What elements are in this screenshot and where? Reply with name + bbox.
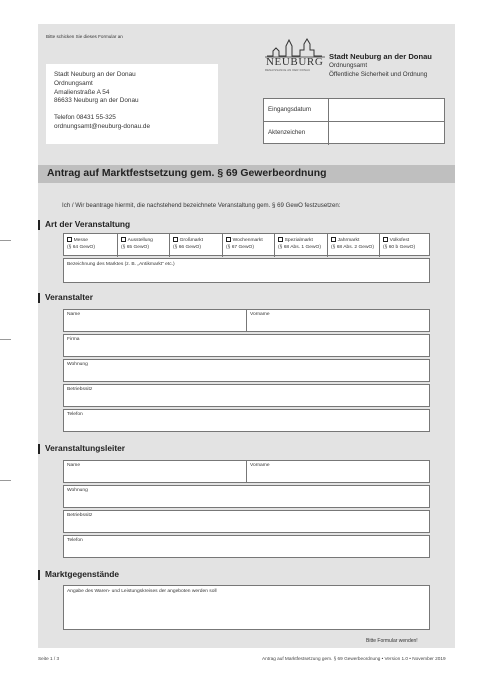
intro-text: Ich / Wir beantrage hiermit, die nachstehend bezeichnete Veranstaltung gem. § 69 GewO festzusetzen: bbox=[62, 202, 341, 209]
organization-department: Ordnungsamt bbox=[329, 62, 368, 69]
organizer-company-input[interactable] bbox=[63, 334, 430, 357]
organization-division: Öffentliche Sicherheit und Ordnung bbox=[329, 70, 428, 78]
address-line: Ordnungsamt bbox=[54, 79, 93, 87]
checkbox-icon[interactable] bbox=[278, 237, 283, 242]
option-spezialmarkt[interactable]: Spezialmarkt (§ 68 Abs. 1 GewO) bbox=[274, 234, 327, 257]
organizer-residence-label: Wohnung bbox=[67, 362, 88, 367]
punch-mark bbox=[0, 339, 11, 340]
option-jahrmarkt[interactable]: Jahrmarkt (§ 68 Abs. 2 GewO) bbox=[327, 234, 379, 257]
organizer-name-input[interactable] bbox=[63, 309, 246, 332]
organizer-office-input[interactable] bbox=[63, 384, 430, 407]
turn-over-note: Bitte Formular wenden! bbox=[366, 638, 418, 644]
address-line: Amalienstraße A 54 bbox=[54, 88, 110, 96]
option-wochenmarkt[interactable]: Wochenmarkt (§ 67 GewO) bbox=[222, 234, 274, 257]
section-heading: Art der Veranstaltung bbox=[45, 219, 131, 229]
option-messe[interactable]: Messe (§ 64 GewO) bbox=[67, 238, 95, 250]
manager-residence-input[interactable] bbox=[63, 485, 430, 508]
checkbox-icon[interactable] bbox=[226, 237, 231, 242]
organizer-phone-input[interactable] bbox=[63, 409, 430, 432]
received-date-label: Eingangsdatum bbox=[268, 106, 311, 113]
organizer-residence-input[interactable] bbox=[63, 359, 430, 382]
checkbox-icon[interactable] bbox=[331, 237, 336, 242]
manager-name-label: Name bbox=[67, 463, 81, 468]
goods-description-label: Angabe des Waren- und Leistungskreises der angeboten werden soll bbox=[67, 589, 217, 594]
address-line: Stadt Neuburg an der Donau bbox=[54, 71, 136, 78]
section-heading: Marktgegenstände bbox=[45, 569, 119, 579]
manager-phone-input[interactable] bbox=[63, 535, 430, 558]
organizer-firstname-label: Vorname bbox=[250, 312, 270, 317]
office-stamp-table bbox=[263, 98, 445, 144]
organizer-office-label: Betriebssitz bbox=[67, 387, 93, 392]
organizer-phone-label: Telefon bbox=[67, 412, 83, 417]
section-heading: Veranstaltungsleiter bbox=[45, 443, 126, 453]
manager-firstname-label: Vorname bbox=[250, 463, 270, 468]
checkbox-icon[interactable] bbox=[383, 237, 388, 242]
send-to-note: Bitte schicken Sie dieses Formular an bbox=[46, 34, 123, 39]
address-phone: Telefon 08431 55-325 bbox=[54, 114, 116, 122]
organizer-firstname-input[interactable] bbox=[247, 309, 430, 332]
manager-firstname-input[interactable] bbox=[247, 460, 430, 483]
manager-name-input[interactable] bbox=[63, 460, 246, 483]
checkbox-icon[interactable] bbox=[67, 237, 72, 242]
logo-wordmark: NEUBURG bbox=[266, 56, 324, 68]
organizer-company-label: Firma bbox=[67, 337, 80, 342]
page-number: Seite 1 / 3 bbox=[38, 656, 60, 661]
organization-block bbox=[329, 52, 432, 79]
section-heading: Veranstalter bbox=[45, 292, 93, 302]
event-type-options bbox=[63, 233, 430, 256]
logo-subtitle: RENAISSANCE AN DER DONAU bbox=[265, 69, 311, 72]
organizer-name-label: Name bbox=[67, 312, 81, 317]
reference-number-row[interactable] bbox=[264, 122, 444, 145]
option-grossmarkt[interactable]: Großmarkt (§ 66 GewO) bbox=[169, 234, 222, 257]
manager-phone-label: Telefon bbox=[67, 538, 83, 543]
option-ausstellung[interactable]: Ausstellung (§ 65 GewO) bbox=[117, 234, 169, 257]
address-line: 86633 Neuburg an der Donau bbox=[54, 97, 139, 105]
fold-mark bbox=[0, 240, 11, 241]
page-title: Antrag auf Marktfestsetzung gem. § 69 Gewerbeordnung bbox=[47, 168, 327, 179]
reference-number-label: Aktenzeichen bbox=[268, 129, 306, 136]
document-info: Antrag auf Marktfestsetzung gem. § 69 Gewerbeordnung • Version 1.0 • November 2019 bbox=[262, 656, 446, 661]
checkbox-icon[interactable] bbox=[173, 237, 178, 242]
manager-office-input[interactable] bbox=[63, 510, 430, 533]
address-email[interactable]: ordnungsamt@neuburg-donau.de bbox=[54, 122, 151, 130]
option-volksfest[interactable]: Volksfest (§ 60 b GewO) bbox=[379, 234, 431, 257]
fold-mark bbox=[0, 480, 11, 481]
organization-name: Stadt Neuburg an der Donau bbox=[329, 52, 432, 61]
received-date-row[interactable] bbox=[264, 99, 444, 122]
manager-residence-label: Wohnung bbox=[67, 488, 88, 493]
manager-office-label: Betriebssitz bbox=[67, 513, 93, 518]
address-block bbox=[46, 64, 218, 144]
market-name-label: Bezeichnung des Marktes (z. B. „Antikmarkt“ etc.) bbox=[67, 262, 175, 267]
checkbox-icon[interactable] bbox=[121, 237, 126, 242]
